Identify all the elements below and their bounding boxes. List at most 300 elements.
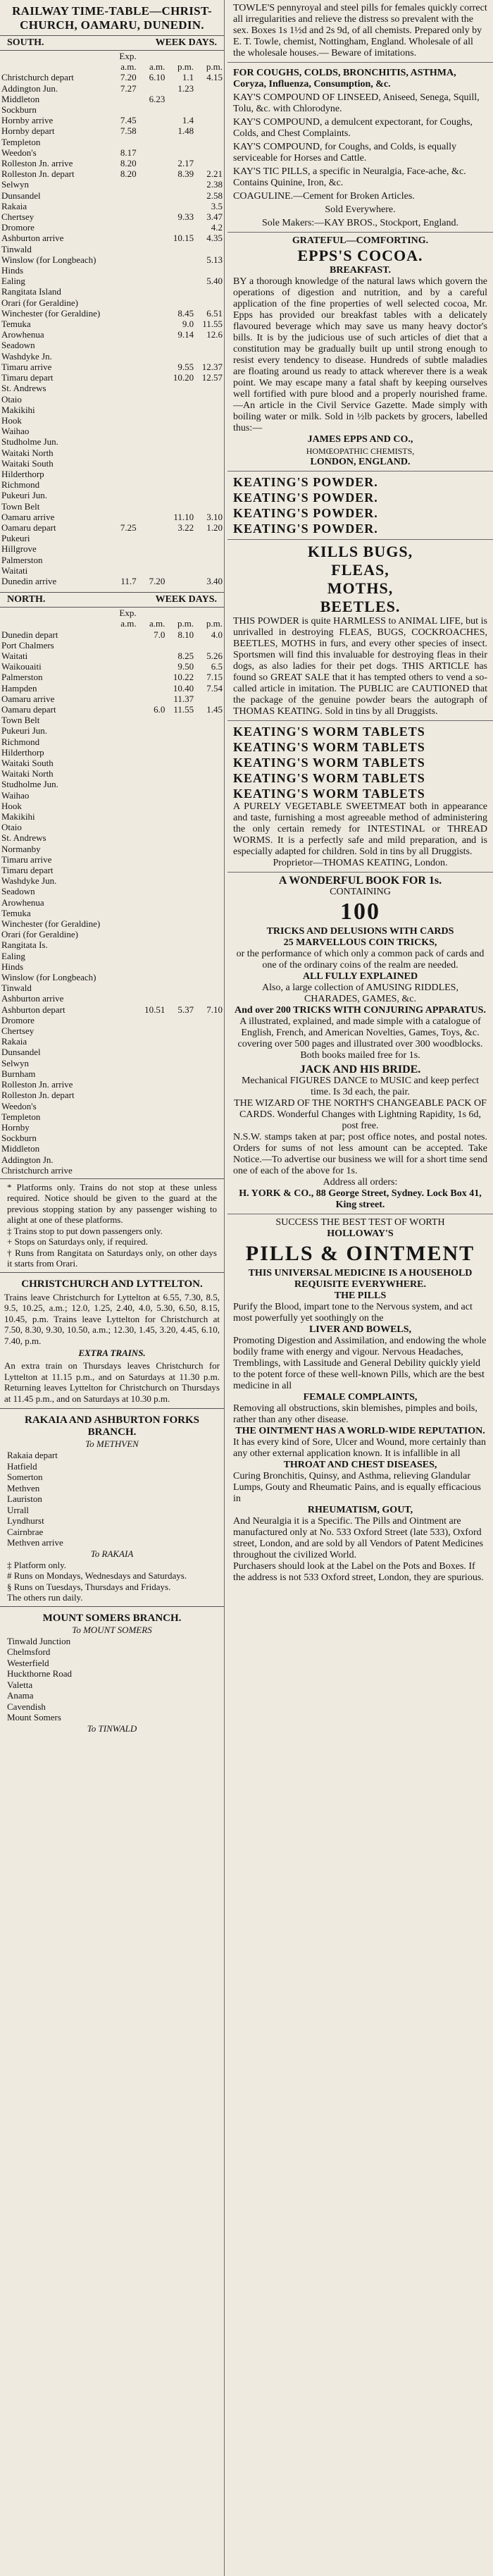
time-cell: 9.14 (177, 329, 194, 340)
station-cell: Christchurch depart (1, 72, 74, 83)
time-cell (166, 982, 195, 993)
time-cell (109, 951, 138, 961)
time-cell (138, 929, 167, 939)
time-cell (166, 790, 195, 801)
time-cell: 6.5 (211, 661, 223, 672)
time-cell (195, 458, 224, 469)
kays-line: KAY'S COMPOUND OF LINSEED, Aniseed, Senega, Squill, Tolu, &c. with Chlorodyne. (233, 92, 480, 114)
table-row (0, 94, 224, 104)
time-cell (138, 415, 167, 426)
time-cell (195, 951, 224, 961)
time-cell (195, 1036, 224, 1047)
time-cell (109, 137, 138, 147)
time-cell (195, 1025, 224, 1036)
time-cell (138, 715, 167, 725)
time-cell (138, 972, 167, 982)
time-cell (195, 490, 224, 500)
table-row (0, 1036, 224, 1047)
table-row (0, 501, 224, 512)
time-cell: 8.20 (120, 168, 137, 180)
table-row (0, 1154, 224, 1165)
table-row (0, 383, 224, 393)
holloway-name: HOLLOWAY'S (327, 1228, 394, 1239)
south-timetable (0, 51, 224, 586)
table-row (0, 394, 224, 405)
time-cell (195, 533, 224, 543)
time-cell (195, 1090, 224, 1100)
lyttelton-text: Trains leave Christchurch for Lyttelton at 6.55, 7.30, 8.5, 9.5, 10.25, a.m.; 12.0, 1.25, 2.40, 4.0, 5.30, 6.50, 8.15, 10.45, p.m. Trains leave Lyttelton for Christchurch at 7.50, 8.30, 9.30, 10.50, a.m.; 12.30, 1.45, 3.20, 4.45, 6.10, 7.40, p.m. (4, 1291, 220, 1346)
time-cell (109, 629, 138, 640)
station-cell: Oamaru arrive (1, 693, 55, 704)
station-cell: Arowhenua (1, 329, 44, 340)
station-cell: Middleton (1, 1143, 40, 1154)
north-header (0, 592, 224, 608)
time-cell: 9.55 (177, 361, 194, 372)
time-cell: 12.37 (201, 361, 223, 372)
worm-tablets-line: KEATING'S WORM TABLETS (233, 725, 425, 739)
time-cell (195, 555, 224, 565)
divider (0, 1178, 224, 1179)
time-cell (109, 651, 138, 661)
time-cell (195, 405, 224, 415)
time-cell (195, 939, 224, 950)
footnote: ‡ Trains stop to put down passengers only. (7, 1225, 163, 1236)
table-row (0, 1004, 224, 1015)
time-cell (109, 512, 138, 522)
time-cell (195, 104, 224, 115)
advertisements-column (227, 0, 493, 2576)
time-cell (166, 801, 195, 811)
time-cell (138, 1090, 167, 1100)
station-cell: Weedon's (1, 1100, 37, 1111)
time-cell (195, 982, 224, 993)
rheumatism-heading: RHEUMATISM, GOUT, (307, 1505, 413, 1515)
time-cell: 7.0 (154, 629, 166, 640)
time-cell (138, 179, 167, 190)
station-cell: Palmerston (1, 672, 43, 683)
time-cell: 4.35 (206, 233, 223, 244)
time-cell (109, 1079, 138, 1090)
time-cell (138, 190, 167, 201)
time-cell (195, 844, 224, 854)
time-cell: 1.1 (182, 72, 194, 83)
station-cell: Waihao (1, 789, 30, 801)
time-cell (166, 104, 195, 115)
wizard-text: THE WIZARD OF THE NORTH'S CHANGEABLE PACK OF CARDS. Wonderful Changes with Lightning Rapidity, 1s 6d, post free. (234, 1098, 487, 1131)
time-cell: p.m. (177, 61, 194, 73)
time-cell: Exp. (119, 608, 137, 619)
divider (0, 1408, 224, 1409)
worm-tablets-line: KEATING'S WORM TABLETS (233, 771, 425, 785)
time-cell (166, 137, 195, 147)
time-cell (166, 448, 195, 458)
time-cell (109, 640, 138, 651)
station-cell: Tinwald (1, 243, 32, 254)
time-cell (138, 993, 167, 1004)
time-cell (138, 1122, 167, 1133)
time-cell (166, 779, 195, 789)
list-item: Valetta (7, 1679, 33, 1690)
time-cell (109, 1122, 138, 1133)
time-cell (166, 1154, 195, 1165)
table-row (0, 543, 224, 554)
time-cell (138, 211, 167, 222)
north-timetable (0, 608, 224, 1176)
station-cell: Washdyke Jn. (1, 350, 52, 362)
time-cell (138, 897, 167, 908)
time-cell (195, 779, 224, 789)
station-cell: Otaio (1, 393, 22, 405)
time-cell (195, 448, 224, 458)
station-cell: Hilderthorp (1, 746, 44, 758)
station-cell: Makikihi (1, 811, 35, 822)
time-cell (138, 340, 167, 350)
mount-somers-from: To TINWALD (87, 1723, 137, 1734)
time-cell (166, 244, 195, 254)
time-cell (109, 972, 138, 982)
time-cell (166, 1165, 195, 1176)
time-cell (109, 319, 138, 329)
time-cell (109, 1143, 138, 1154)
holloway-big: PILLS & OINTMENT (245, 1242, 475, 1265)
table-row (0, 811, 224, 822)
time-cell (166, 469, 195, 479)
time-cell (166, 533, 195, 543)
station-cell: Hook (1, 800, 22, 811)
table-row (0, 308, 224, 319)
station-cell: Waitaki North (1, 447, 54, 458)
station-cell (0, 608, 109, 618)
time-cell (138, 125, 167, 136)
extra-trains-title: EXTRA TRAINS. (78, 1348, 146, 1359)
time-cell (195, 694, 224, 704)
time-cell (109, 737, 138, 747)
time-cell (166, 972, 195, 982)
time-cell (166, 1079, 195, 1090)
time-cell (109, 490, 138, 500)
station-cell: Seadown (1, 340, 35, 351)
time-cell (166, 640, 195, 651)
liver-text: Promoting Digestion and Assimilation, and endowing the whole bodily frame with energy and vigour. Nervous Headaches, Tremblings, with Lassitude and General Debility quickly yield to the potent force of these well-known Pills, which are the best medicine in all (233, 1336, 487, 1391)
worm-text: A PURELY VEGETABLE SWEETMEAT both in appearance and taste, furnishing a most agreeable method of administering the only certain remedy for INTESTINAL or THREAD WORMS. It is a perfectly safe and mild preparation, and is especially adapted for children. Sold in tins by all Druggists. (233, 801, 487, 857)
station-cell: Town Belt (1, 715, 40, 726)
time-cell (166, 490, 195, 500)
time-cell (166, 897, 195, 908)
station-cell: Studholme Jun. (1, 436, 58, 448)
table-row (0, 351, 224, 362)
time-cell (195, 51, 224, 61)
kays-ad (227, 63, 493, 233)
station-cell: Ealing (1, 950, 25, 961)
station-cell: Burnham (1, 1068, 36, 1079)
kills-title: KILLS BUGS, (307, 543, 413, 560)
time-cell (166, 875, 195, 886)
time-cell (138, 672, 167, 682)
time-cell (195, 1111, 224, 1122)
station-cell: Hilderthorp (1, 468, 44, 479)
time-cell (138, 351, 167, 362)
time-cell (166, 340, 195, 350)
time-cell (195, 854, 224, 865)
time-cell: p.m. (206, 61, 223, 73)
table-row (0, 179, 224, 190)
time-cell (109, 832, 138, 843)
time-cell: 1.48 (177, 125, 194, 137)
time-cell (109, 94, 138, 104)
time-cell (195, 640, 224, 651)
time-cell (166, 854, 195, 865)
time-cell: 7.10 (206, 1004, 223, 1015)
station-cell: Hook (1, 414, 22, 426)
time-cell (166, 383, 195, 393)
table-row (0, 190, 224, 201)
time-cell (138, 768, 167, 779)
time-cell (166, 929, 195, 939)
table-row (0, 618, 224, 629)
time-cell (166, 254, 195, 265)
station-cell: Selwyn (1, 179, 29, 190)
table-row (0, 533, 224, 543)
time-cell (138, 458, 167, 469)
time-cell (138, 683, 167, 694)
time-cell (109, 362, 138, 372)
table-row (0, 72, 224, 82)
time-cell (195, 94, 224, 104)
table-row (0, 1047, 224, 1057)
time-cell (195, 297, 224, 308)
time-cell (166, 886, 195, 896)
time-cell (109, 897, 138, 908)
time-cell (109, 939, 138, 950)
kays-line: FOR COUGHS, COLDS, BRONCHITIS, ASTHMA, Coryza, Influenza, Consumption, &c. (233, 68, 456, 90)
time-cell (138, 982, 167, 993)
kays-line: KAY'S COMPOUND, a demulcent expectorant, for Coughs, Colds, and Chest Complaints. (233, 117, 473, 139)
station-cell: Timaru arrive (1, 361, 52, 372)
time-cell (166, 1058, 195, 1068)
kays-line: COAGULINE.—Cement for Broken Articles. (233, 191, 415, 202)
time-cell (109, 993, 138, 1004)
towle-ad: TOWLE'S pennyroyal and steel pills for females quickly correct all irregularities and relieve the distress so prevalent with the sex. Boxes 1s 1½d and 2s 9d, of all chemists. Prepared only by E. T. Towle, chemist, Nottingham, England. Wholesale of all the wholesale houses.— Beware of imitations. (227, 0, 493, 63)
table-row (0, 1058, 224, 1068)
list-item: Urrall (7, 1504, 30, 1515)
female-text: Removing all obstructions, skin blemishes, pimples and boils, rather than any other disease. (233, 1403, 478, 1425)
time-cell (109, 501, 138, 512)
table-row (0, 426, 224, 436)
book-l2: 25 MARVELLOUS COIN TRICKS, (283, 937, 437, 948)
time-cell (109, 886, 138, 896)
station-cell: Weedon's (1, 147, 37, 158)
time-cell (166, 844, 195, 854)
station-cell: Washdyke Jun. (1, 875, 57, 887)
time-cell (166, 576, 195, 586)
time-cell (166, 94, 195, 104)
time-cell (195, 83, 224, 94)
time-cell (138, 779, 167, 789)
time-cell (138, 1143, 167, 1154)
station-cell: Hillgrove (1, 543, 37, 555)
station-cell: Dromore (1, 222, 35, 233)
station-cell: Dromore (1, 1014, 35, 1025)
time-cell: 3.40 (206, 575, 223, 586)
time-cell (109, 758, 138, 768)
time-cell (195, 608, 224, 618)
time-cell (138, 147, 167, 158)
footnote: ‡ Platform only. (7, 1559, 67, 1570)
station-cell: Winslow (for Longbeach) (1, 254, 96, 265)
station-cell: Port Chalmers (1, 639, 54, 651)
time-cell: 10.20 (173, 372, 194, 383)
time-cell: a.m. (149, 61, 166, 73)
table-row (0, 908, 224, 918)
station-cell: Christchurch arrive (1, 1164, 73, 1176)
time-cell (166, 415, 195, 426)
time-cell: 6.0 (154, 703, 166, 715)
table-row (0, 865, 224, 875)
table-row (0, 104, 224, 115)
list-item: Methven (7, 1482, 40, 1493)
time-cell: 6.51 (206, 307, 223, 319)
time-cell (166, 394, 195, 405)
time-cell (109, 844, 138, 854)
time-cell (195, 832, 224, 843)
kays-line: Sold Everywhere. (325, 204, 396, 215)
time-cell: 2.58 (206, 190, 223, 201)
table-row (0, 1133, 224, 1143)
time-cell (109, 1015, 138, 1025)
time-cell (109, 533, 138, 543)
time-cell (109, 1111, 138, 1122)
keatings-powder-ad (227, 472, 493, 540)
station-cell: Timaru depart (1, 372, 54, 383)
time-cell (138, 918, 167, 929)
time-cell (166, 908, 195, 918)
station-cell: Waihao (1, 426, 30, 437)
time-cell (109, 222, 138, 233)
time-cell (109, 822, 138, 832)
station-cell: Oamaru depart (1, 522, 56, 533)
time-cell (195, 790, 224, 801)
time-cell (109, 1133, 138, 1143)
time-cell (195, 469, 224, 479)
worm-tablets-line: KEATING'S WORM TABLETS (233, 756, 425, 770)
book-l7: A illustrated, explained, and made simple with a catalogue of English, French, and American Novelties, Games, Toys, &c. covering over 500 pages and illustrated over 300 woodblocks. (237, 1016, 483, 1049)
table-row (0, 661, 224, 672)
kills-l3: MOTHS, (327, 579, 394, 597)
time-cell (138, 822, 167, 832)
time-cell (109, 394, 138, 405)
time-cell (166, 276, 195, 286)
table-row (0, 297, 224, 308)
epps-name: EPPS'S COCOA. (297, 247, 423, 264)
station-cell: Sockburn (1, 1133, 37, 1144)
epps-maker: JAMES EPPS AND CO., (307, 434, 413, 445)
table-row (0, 875, 224, 886)
time-cell (138, 104, 167, 115)
time-cell: 7.27 (120, 82, 137, 94)
time-cell (138, 1111, 167, 1122)
time-cell (138, 448, 167, 458)
time-cell: 7.20 (149, 575, 166, 586)
time-cell: 4.15 (206, 72, 223, 83)
table-row (0, 715, 224, 725)
time-cell: 3.22 (177, 522, 194, 533)
table-row (0, 1143, 224, 1154)
time-cell (166, 608, 195, 618)
station-cell: Waitati (1, 650, 28, 661)
keatings-powder-line: KEATING'S POWDER. (233, 506, 378, 520)
time-cell (166, 543, 195, 554)
time-cell (195, 565, 224, 576)
time-cell (195, 383, 224, 393)
time-cell (138, 362, 167, 372)
time-cell (195, 394, 224, 405)
book-l4: ALL FULLY EXPLAINED (302, 971, 418, 982)
jack-title: JACK AND HIS BRIDE. (299, 1064, 421, 1076)
time-cell: 3.47 (206, 211, 223, 223)
time-cell (195, 1101, 224, 1111)
time-cell: 1.20 (206, 522, 223, 533)
worm-tablets-line: KEATING'S WORM TABLETS (233, 787, 425, 801)
table-row (0, 929, 224, 939)
time-cell (109, 918, 138, 929)
time-cell (109, 340, 138, 350)
time-cell (138, 51, 167, 61)
time-cell (195, 244, 224, 254)
time-cell (109, 383, 138, 393)
table-row (0, 458, 224, 469)
station-cell: Addington Jun. (1, 82, 58, 94)
time-cell (138, 297, 167, 308)
time-cell (195, 993, 224, 1004)
station-cell: Dunedin depart (1, 629, 58, 640)
time-cell (195, 415, 224, 426)
time-cell (195, 1047, 224, 1057)
time-cell (166, 1101, 195, 1111)
time-cell (138, 908, 167, 918)
time-cell (166, 1036, 195, 1047)
time-cell (109, 694, 138, 704)
station-cell: Palmerston (1, 554, 43, 565)
time-cell (109, 982, 138, 993)
time-cell: 11.55 (202, 319, 223, 330)
station-cell: Waitaki South (1, 758, 54, 768)
time-cell (138, 651, 167, 661)
table-row (0, 939, 224, 950)
time-cell (109, 436, 138, 447)
time-cell (195, 768, 224, 779)
book-hundred: 100 (340, 899, 380, 925)
time-cell (109, 1068, 138, 1079)
kays-line: Sole Makers:—KAY BROS., Stockport, England. (262, 218, 458, 228)
table-row (0, 469, 224, 479)
station-cell: Rolleston Jn. depart (1, 1090, 75, 1101)
table-row (0, 265, 224, 276)
table-row (0, 1165, 224, 1176)
station-cell: Chertsey (1, 211, 35, 223)
station-cell: Temuka (1, 907, 31, 918)
time-cell (109, 747, 138, 758)
time-cell: 11.10 (173, 511, 194, 522)
time-cell (138, 1101, 167, 1111)
time-cell (195, 1165, 224, 1176)
time-cell (109, 768, 138, 779)
time-cell (138, 329, 167, 340)
station-cell: Middleton (1, 93, 40, 104)
time-cell: 1.4 (182, 115, 194, 126)
address-label: Address all orders: (323, 1177, 398, 1188)
station-cell: Richmond (1, 479, 40, 491)
table-row (0, 961, 224, 972)
